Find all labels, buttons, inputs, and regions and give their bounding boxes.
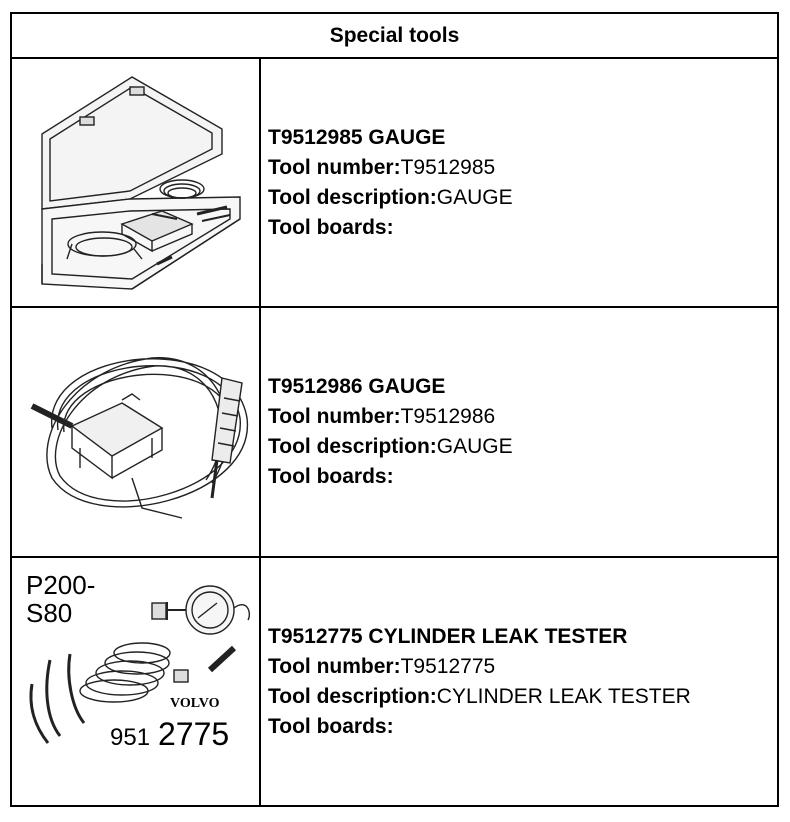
tool-details (268, 558, 777, 805)
tool-heading: T9512775 CYLINDER LEAK TESTER (268, 624, 628, 648)
gauge-case-illustration (12, 59, 259, 306)
tool-description-line (268, 432, 777, 462)
tool-description-value: CYLINDER LEAK TESTER (436, 684, 691, 708)
tool-number-value: T9512985 (400, 155, 496, 179)
tool-number-value: T9512986 (400, 405, 496, 428)
tool-description-label: Tool description: (268, 185, 437, 209)
tool-description-value: GAUGE (436, 185, 513, 209)
tool-description-label: Tool description: (268, 684, 437, 708)
tool-image-cell (12, 308, 261, 556)
gauge-hose-illustration (12, 308, 259, 556)
tool-description-value: GAUGE (436, 435, 513, 458)
tool-details (268, 308, 777, 556)
tool-row (12, 308, 777, 558)
tool-number-label: Tool number: (268, 405, 401, 428)
tool-description-line (268, 682, 777, 712)
table-title: Special tools (329, 23, 460, 47)
tool-boards-label: Tool boards: (268, 465, 394, 488)
tool-image-cell (12, 558, 261, 805)
illustration-part-prefix: 951 (110, 724, 151, 751)
tool-boards-label: Tool boards: (268, 215, 394, 239)
tool-image-cell (12, 59, 261, 306)
tool-row (12, 59, 777, 308)
tool-row (12, 558, 777, 805)
illustration-brand: VOLVO (170, 696, 220, 711)
tool-number-value: T9512775 (400, 654, 496, 678)
tool-boards-label: Tool boards: (268, 714, 394, 738)
tool-description-label: Tool description: (268, 435, 437, 458)
illustration-code-line2: S80 (26, 598, 73, 628)
tool-heading: T9512985 GAUGE (268, 125, 446, 149)
tool-details (268, 59, 777, 306)
tool-number-line (268, 153, 777, 183)
tool-description-line (268, 183, 777, 213)
illustration-code-line1: P200- (26, 570, 96, 600)
illustration-part-suffix: 2775 (158, 716, 230, 752)
tool-number-line (268, 652, 777, 682)
table-header (12, 14, 777, 59)
special-tools-table (10, 12, 779, 807)
tool-number-label: Tool number: (268, 155, 401, 179)
tool-number-label: Tool number: (268, 654, 401, 678)
tool-heading: T9512986 GAUGE (268, 375, 446, 398)
leak-tester-illustration (12, 558, 259, 803)
tool-number-line (268, 402, 777, 432)
